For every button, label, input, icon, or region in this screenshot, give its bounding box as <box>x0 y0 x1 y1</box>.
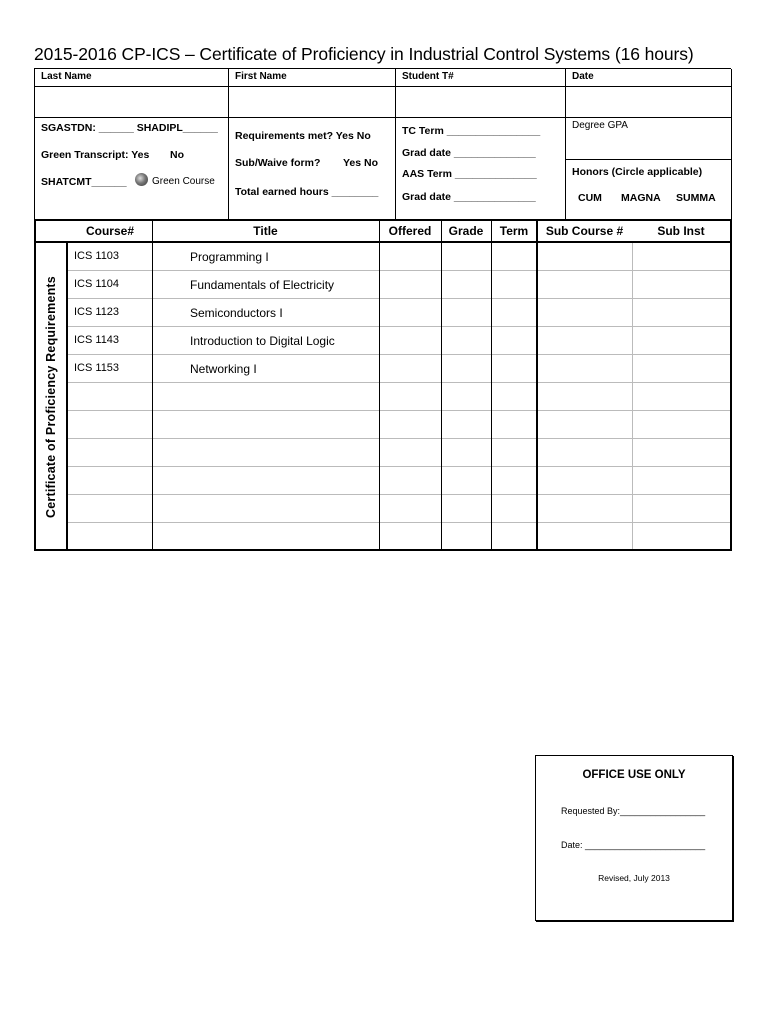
sgastdn-line: SGASTDN: ______ SHADIPL______ <box>41 122 218 134</box>
degree-gpa-cell[interactable] <box>566 118 732 160</box>
honors-cum[interactable]: CUM <box>578 192 602 204</box>
revised-note: Revised, July 2013 <box>598 873 670 883</box>
requested-by-line: Requested By:_________________ <box>561 806 706 816</box>
grad-date-1: Grad date ______________ <box>402 147 536 159</box>
degree-gpa-label: Degree GPA <box>572 120 628 131</box>
col-header-sub-inst: Sub Inst <box>632 221 730 243</box>
col-divider <box>632 243 633 549</box>
col-header-offered: Offered <box>379 221 441 243</box>
last-name-header: Last Name <box>35 69 229 87</box>
green-transcript-no: No <box>170 149 184 161</box>
course-number: ICS 1123 <box>74 306 120 318</box>
term-section <box>396 118 566 219</box>
date-header: Date <box>566 69 732 87</box>
course-title: Semiconductors I <box>190 306 283 320</box>
col-divider <box>152 221 153 549</box>
corner-cell <box>36 221 68 243</box>
course-number: ICS 1104 <box>74 278 120 290</box>
sub-waive-yes-no: Yes No <box>343 157 379 169</box>
requirements-section <box>229 118 396 219</box>
col-header-sub-course: Sub Course # <box>537 221 632 243</box>
honors-cell <box>566 160 732 219</box>
side-label: Certificate of Proficiency Requirements <box>44 276 58 518</box>
grad-date-2: Grad date ______________ <box>402 191 536 203</box>
green-course-label: Green Course <box>135 173 215 187</box>
globe-icon <box>135 173 148 186</box>
course-title: Fundamentals of Electricity <box>190 278 335 292</box>
course-title: Introduction to Digital Logic <box>190 334 335 348</box>
course-number: ICS 1103 <box>74 250 120 262</box>
table-row[interactable] <box>68 523 730 551</box>
student-t-field[interactable] <box>396 87 566 118</box>
col-header-grade: Grade <box>441 221 491 243</box>
col-divider <box>379 221 380 549</box>
banner-codes-section <box>35 118 229 219</box>
course-number: ICS 1143 <box>74 334 120 346</box>
side-label-cell <box>36 243 68 551</box>
table-row[interactable] <box>68 495 730 523</box>
first-name-header: First Name <box>229 69 396 87</box>
table-row[interactable] <box>68 299 730 327</box>
col-header-term: Term <box>491 221 537 243</box>
student-t-header: Student T# <box>396 69 566 87</box>
table-row[interactable] <box>68 243 730 271</box>
table-row[interactable] <box>68 383 730 411</box>
course-title: Networking I <box>190 362 257 376</box>
col-header-course: Course# <box>68 221 152 243</box>
aas-term: AAS Term ______________ <box>402 168 537 180</box>
date-field[interactable] <box>566 87 732 118</box>
total-earned-hours: Total earned hours ________ <box>235 186 379 198</box>
col-divider <box>491 221 492 549</box>
first-name-field[interactable] <box>229 87 396 118</box>
table-row[interactable] <box>68 327 730 355</box>
col-divider <box>536 221 538 549</box>
honors-label: Honors (Circle applicable) <box>572 166 703 178</box>
col-divider <box>441 221 442 549</box>
table-row[interactable] <box>68 355 730 383</box>
tc-term: TC Term ________________ <box>402 125 541 137</box>
course-title: Programming I <box>190 250 269 264</box>
requirements-met: Requirements met? Yes No <box>235 130 371 142</box>
honors-summa[interactable]: SUMMA <box>676 192 716 204</box>
table-row[interactable] <box>68 411 730 439</box>
table-row[interactable] <box>68 439 730 467</box>
office-date-line: Date: ________________________ <box>561 840 706 850</box>
green-transcript-label: Green Transcript: Yes <box>41 149 150 161</box>
last-name-field[interactable] <box>35 87 229 118</box>
office-use-title: OFFICE USE ONLY <box>582 769 686 781</box>
office-use-box <box>535 755 733 921</box>
page-title: 2015-2016 CP-ICS – Certificate of Proficiency in Industrial Control Systems (16 hours) <box>34 44 694 64</box>
table-row[interactable] <box>68 467 730 495</box>
table-row[interactable] <box>68 271 730 299</box>
col-header-title: Title <box>152 221 379 243</box>
honors-magna[interactable]: MAGNA <box>621 192 661 204</box>
sub-waive-label: Sub/Waive form? <box>235 157 321 169</box>
shatcmt-line: SHATCMT______ <box>41 176 127 188</box>
course-table <box>34 219 732 551</box>
course-number: ICS 1153 <box>74 362 120 374</box>
